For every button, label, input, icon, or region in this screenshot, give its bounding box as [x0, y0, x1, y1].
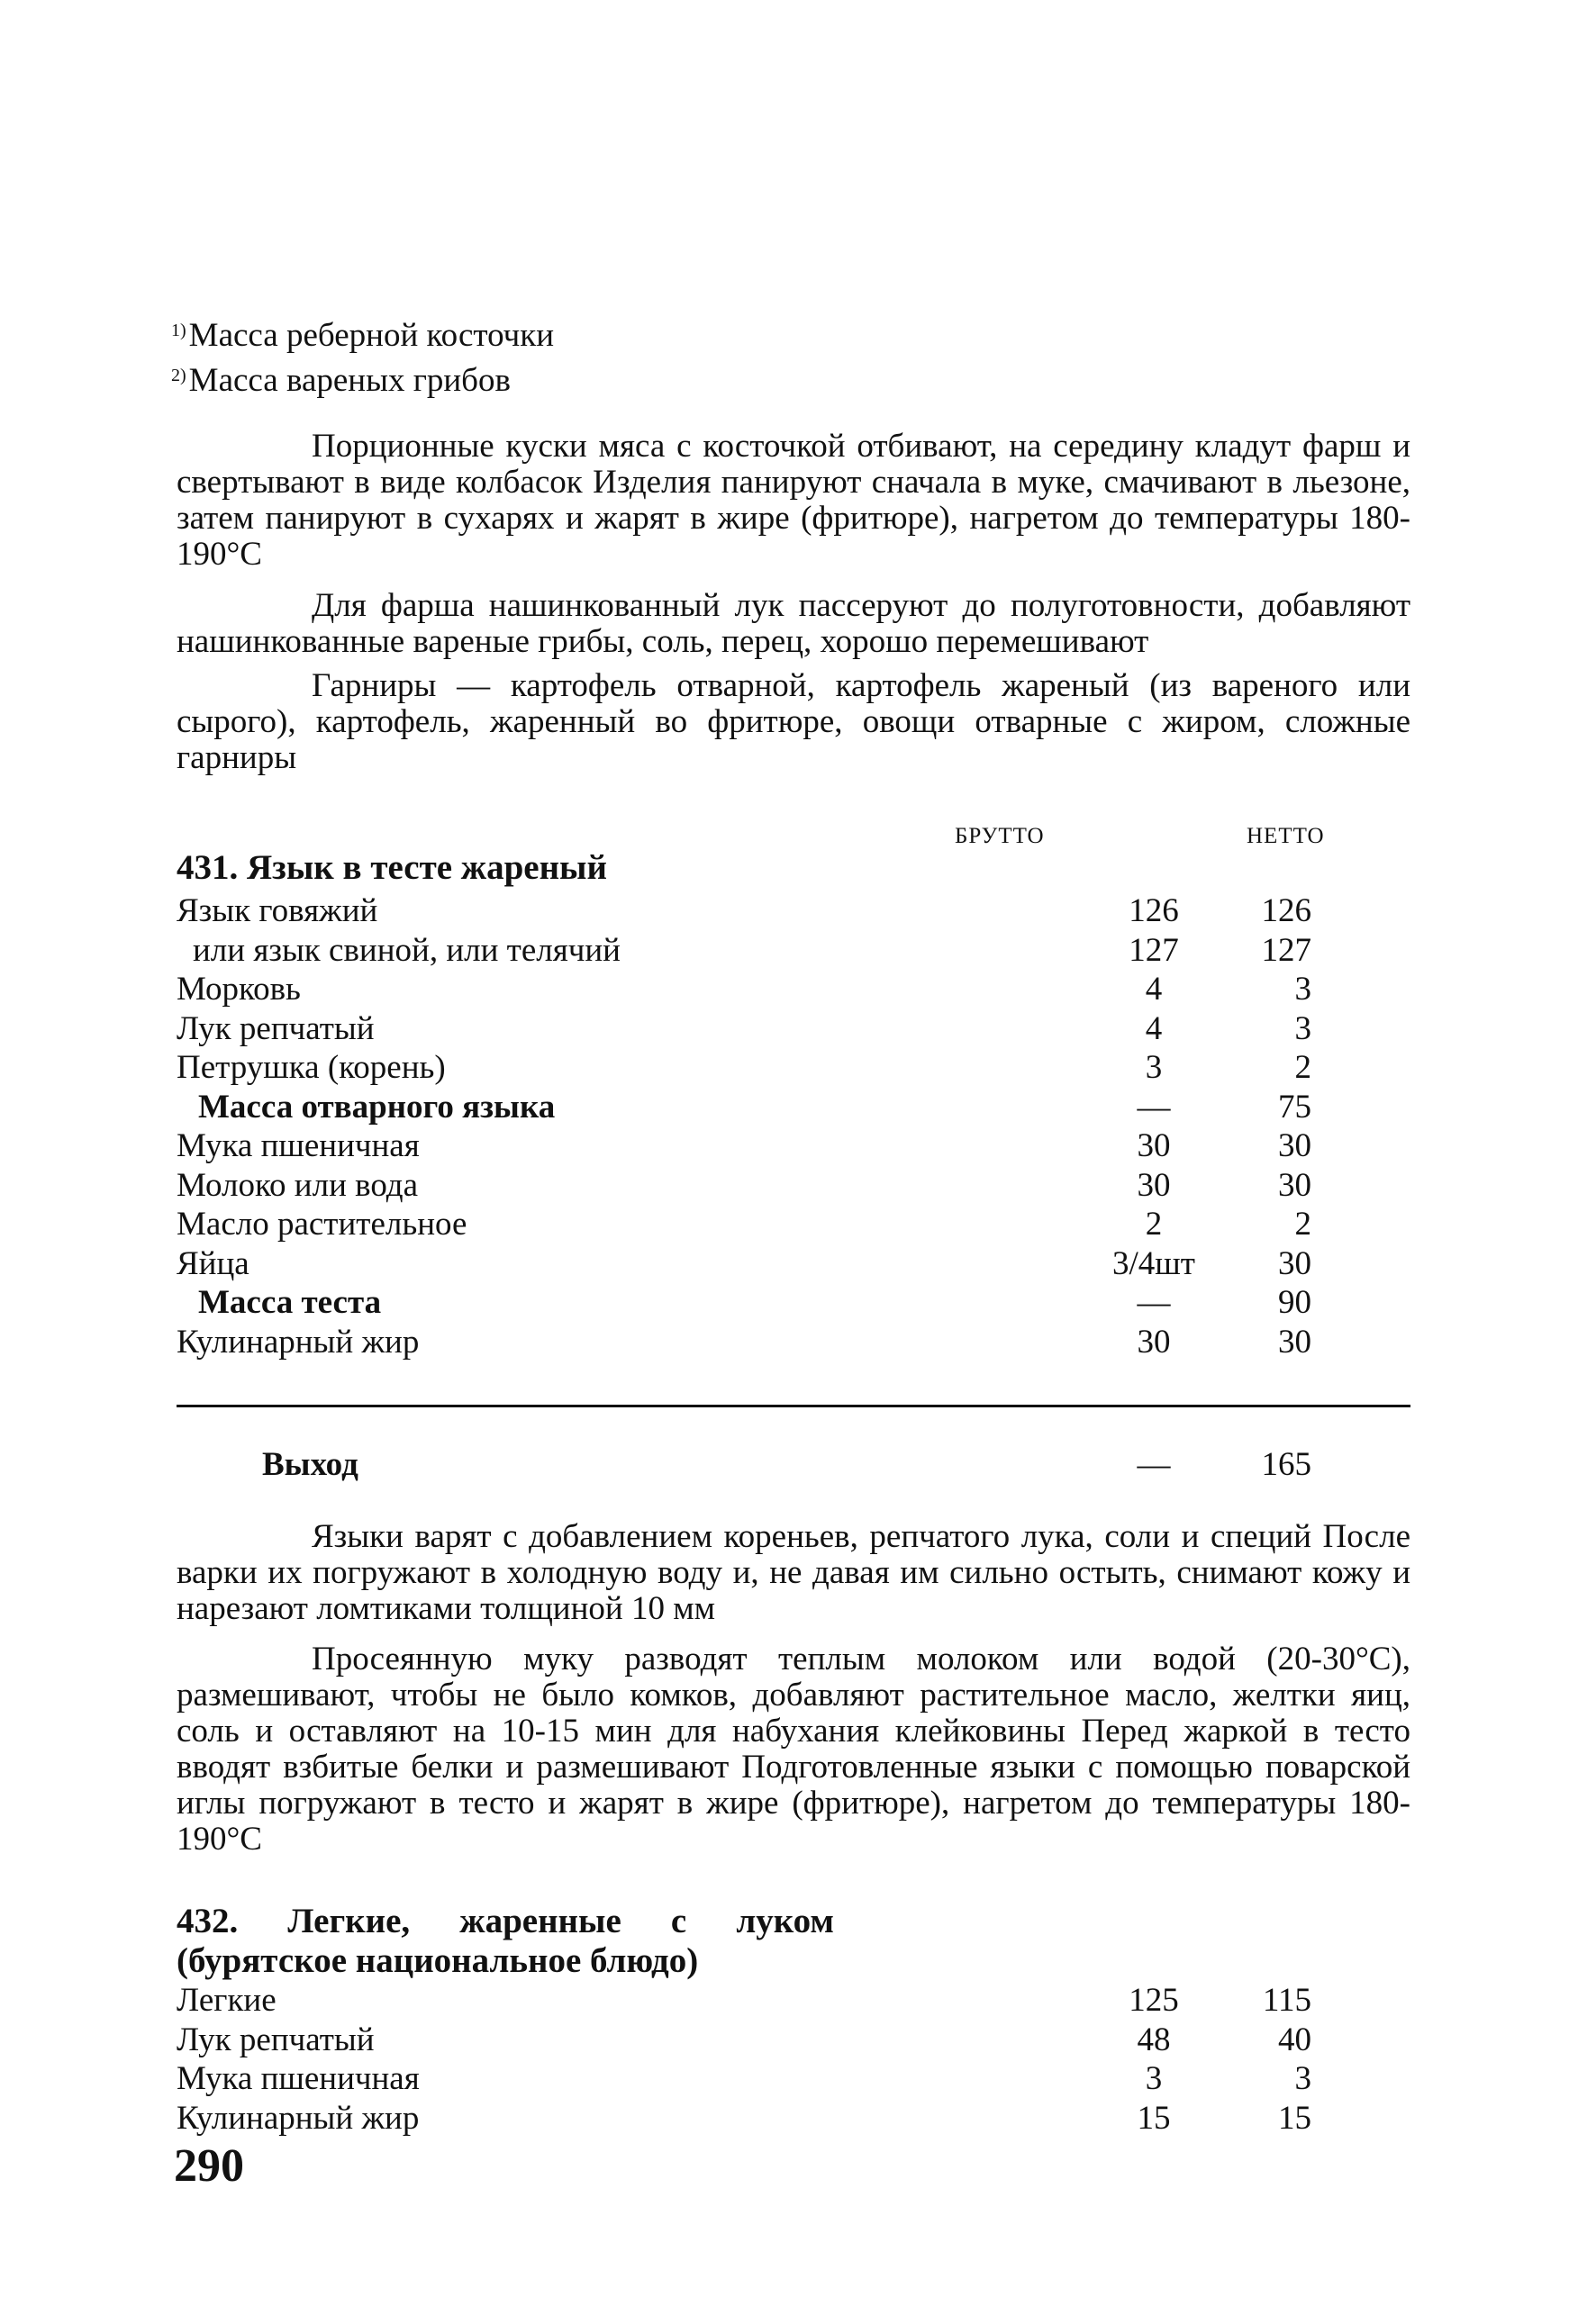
ingredient-name: Молоко или вода — [177, 1166, 419, 1204]
ingredient-row — [177, 931, 1320, 971]
paragraph-garnish: Гарниры — картофель отварной, картофель жареный (из вареного или сырого), картофель, жаренный во фритюре, овощи отварные с жиром, сложные гарниры — [177, 667, 1410, 776]
netto-value: 115 — [1262, 1982, 1311, 2019]
ingredient-name: Мука пшеничная — [177, 2060, 420, 2097]
recipe-432-title — [177, 1902, 834, 1941]
recipe-432-subtitle: (бурятское национальное блюдо) — [177, 1941, 699, 1980]
netto-value: 126 — [1261, 892, 1311, 929]
ingredient-row — [177, 1048, 1320, 1088]
ingredient-row — [177, 2099, 1320, 2139]
ingredient-row — [177, 1166, 1320, 1206]
netto-value: 30 — [1278, 1323, 1311, 1361]
brutto-value: 127 — [1129, 931, 1179, 969]
brutto-value: 3 — [1145, 1049, 1163, 1086]
recipe-432-ingredients — [177, 1981, 1320, 2138]
brutto-value: 30 — [1137, 1127, 1171, 1164]
ingredient-row — [177, 1088, 1320, 1127]
recipe-431-ingredients — [177, 891, 1320, 1361]
netto-value: 75 — [1278, 1088, 1311, 1126]
title-word: жаренные — [459, 1902, 621, 1940]
title-word: с — [670, 1902, 687, 1940]
ingredient-row — [177, 2021, 1320, 2060]
netto-value: 40 — [1278, 2021, 1311, 2058]
ingredient-name: Мука пшеничная — [177, 1127, 420, 1164]
recipe-431-yield — [177, 1445, 1320, 1485]
ingredient-row — [177, 1283, 1320, 1323]
netto-value: 15 — [1278, 2099, 1311, 2137]
brutto-value: 3 — [1145, 2060, 1163, 2097]
brutto-value: 15 — [1137, 2099, 1171, 2137]
ingredient-name: Кулинарный жир — [177, 2099, 420, 2137]
brutto-value: — — [1137, 1088, 1171, 1126]
netto-value: 3 — [1294, 1009, 1311, 1047]
ingredient-name: или язык свиной, или телячий — [193, 931, 621, 969]
brutto-value: 4 — [1145, 971, 1163, 1008]
ingredient-row — [177, 970, 1320, 1009]
paragraph-batter: Просеянную муку разводят теплым молоком или водой (20-30°С), размешивают, чтобы не было комков, добавляют растительное масло, желтки яиц, соль и оставляют на 10-15 мин для набухания клейковины Перед жаркой в тесто вводят взбитые белки и размешивают Подготовленные языки с помощью поварской иглы погружают в тесто и жарят в жире (фритюре), нагретом до температуры 180-190°С — [177, 1641, 1410, 1858]
title-word: Легкие, — [287, 1902, 411, 1940]
brutto-value: 30 — [1137, 1323, 1171, 1361]
yield-brutto: — — [1137, 1446, 1171, 1483]
title-word: 432. — [177, 1902, 239, 1940]
netto-value: 2 — [1294, 1049, 1311, 1086]
brutto-value: 4 — [1145, 1009, 1163, 1047]
ingredient-row — [177, 1205, 1320, 1244]
footnote-mark: 1) — [171, 321, 186, 340]
brutto-value: 125 — [1129, 1982, 1179, 2019]
paragraph-filling: Для фарша нашинкованный лук пассеруют до полуготовности, добавляют нашинкованные вареные грибы, соль, перец, хорошо перемешивают — [177, 587, 1410, 660]
brutto-value: 2 — [1145, 1206, 1163, 1243]
page-number: 290 — [174, 2140, 244, 2192]
ingredient-name: Яйца — [177, 1244, 249, 1282]
footnote-mark: 2) — [171, 366, 186, 385]
ingredient-name: Лук репчатый — [177, 1009, 375, 1047]
netto-value: 90 — [1278, 1284, 1311, 1321]
ingredient-row — [177, 2059, 1320, 2099]
ingredient-row — [177, 1981, 1320, 2021]
ingredient-name: Морковь — [177, 971, 301, 1008]
title-word: луком — [736, 1902, 834, 1940]
brutto-value: 30 — [1137, 1166, 1171, 1204]
yield-label: Выход — [262, 1446, 358, 1483]
ingredient-row — [177, 1126, 1320, 1166]
paragraph-tongue-cooking: Языки варят с добавлением кореньев, репчатого лука, соли и специй После варки их погружают в холодную воду и, не давая им сильно остыть, снимают кожу и нарезают ломтиками толщиной 10 мм — [177, 1518, 1410, 1627]
ingredient-name: Лук репчатый — [177, 2021, 375, 2058]
footnotes — [171, 311, 554, 401]
paragraph-preparation: Порционные куски мяса с косточкой отбивают, на середину кладут фарш и свертывают в виде колбасок Изделия панируют сначала в муке, смачивают в льезоне, затем панируют в сухарях и жарят в жире (фритюре), нагретом до температуры 180-190°С — [177, 428, 1410, 573]
ingredient-row — [177, 1323, 1320, 1362]
recipe-431-title: 431. Язык в тесте жареный — [177, 848, 607, 887]
brutto-value: 126 — [1129, 892, 1179, 929]
column-header-netto: НЕТТО — [1247, 824, 1325, 848]
yield-netto: 165 — [1261, 1446, 1311, 1483]
ingredient-name: Масса отварного языка — [198, 1088, 556, 1126]
ingredient-name: Кулинарный жир — [177, 1323, 420, 1361]
ingredient-name: Легкие — [177, 1982, 277, 2019]
netto-value: 30 — [1278, 1244, 1311, 1282]
brutto-value: 48 — [1137, 2021, 1171, 2058]
brutto-value: 3/4шт — [1112, 1244, 1195, 1282]
ingredient-name: Петрушка (корень) — [177, 1049, 446, 1086]
footnote-text: Масса реберной косточки — [188, 317, 555, 354]
brutto-value: — — [1137, 1284, 1171, 1321]
netto-value: 30 — [1278, 1166, 1311, 1204]
ingredient-row — [177, 1009, 1320, 1049]
ingredient-name: Язык говяжий — [177, 892, 378, 929]
footnote-2 — [171, 356, 554, 401]
footnote-text: Масса вареных грибов — [188, 362, 511, 399]
divider-rule — [177, 1405, 1410, 1407]
netto-value: 2 — [1294, 1206, 1311, 1243]
netto-value: 127 — [1261, 931, 1311, 969]
netto-value: 3 — [1294, 2060, 1311, 2097]
netto-value: 3 — [1294, 971, 1311, 1008]
ingredient-name: Масло растительное — [177, 1206, 467, 1243]
column-header-brutto: БРУТТО — [955, 824, 1045, 848]
footnote-1 — [171, 311, 554, 356]
ingredient-row — [177, 1244, 1320, 1284]
ingredient-name: Масса теста — [198, 1284, 382, 1321]
ingredient-row — [177, 891, 1320, 931]
netto-value: 30 — [1278, 1127, 1311, 1164]
